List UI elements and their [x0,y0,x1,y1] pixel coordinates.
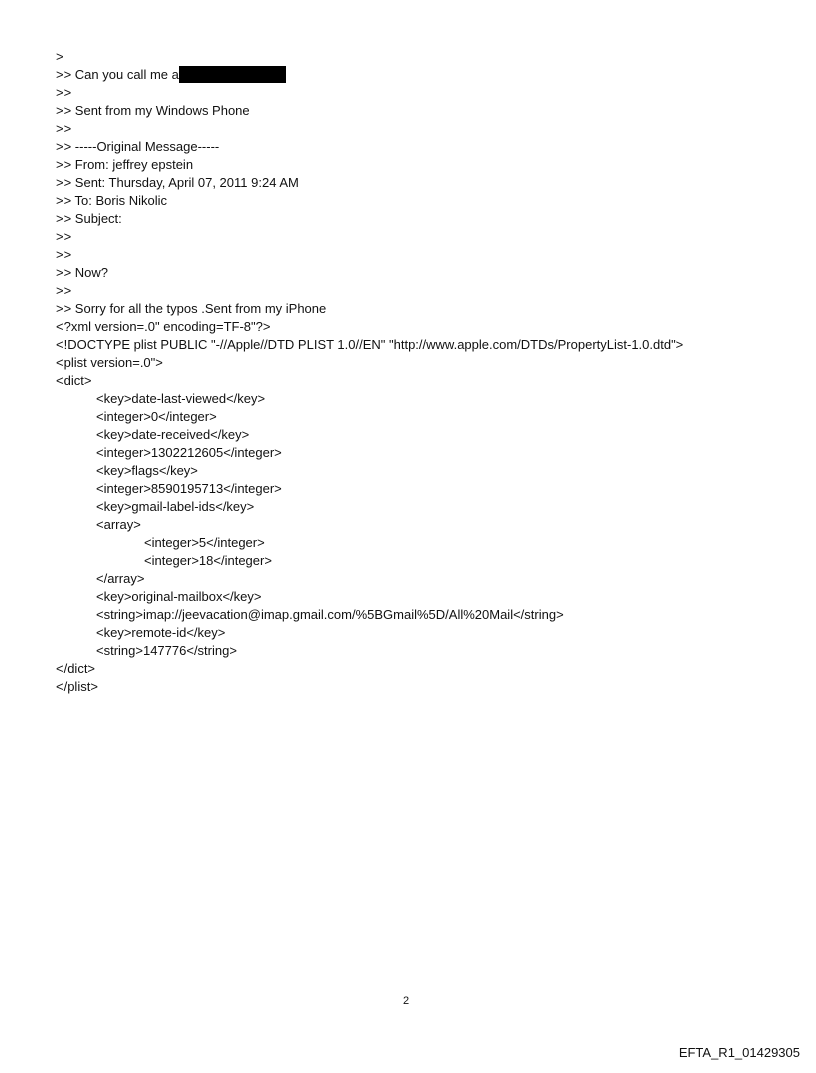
text-line [56,138,683,156]
line-text: </plist> [56,679,98,694]
line-text: >> [56,121,72,136]
text-line [56,480,683,498]
line-text: >> [56,85,72,100]
text-line [56,372,683,390]
line-text: <key>date-received</key> [96,427,250,442]
text-line [56,228,683,246]
line-text: <integer>1302212605</integer> [96,445,282,460]
text-line [56,678,683,696]
text-line [56,120,683,138]
text-line [56,354,683,372]
line-text: >> Sent: Thursday, April 07, 2011 9:24 AM [56,175,299,190]
line-text: >> -----Original Message----- [56,139,220,154]
text-line [56,498,683,516]
line-text: <integer>0</integer> [96,409,217,424]
text-line [56,390,683,408]
line-text: <string>147776</string> [96,643,237,658]
line-text: >> [56,283,72,298]
text-line [56,408,683,426]
text-line [56,426,683,444]
page-number: 2 [403,995,410,1007]
line-text: <array> [96,517,141,532]
text-line [56,66,683,84]
line-text: >> Now? [56,265,109,280]
text-line [56,282,683,300]
text-line [56,264,683,282]
document-id-footer: EFTA_R1_01429305 [678,1045,800,1060]
text-line [56,552,683,570]
line-text: >> [56,247,72,262]
line-text: > [56,49,64,64]
line-text: <integer>8590195713</integer> [96,481,282,496]
text-line [56,246,683,264]
line-text: >> Subject: [56,211,122,226]
line-text: >> To: Boris Nikolic [56,193,168,208]
text-line [56,444,683,462]
text-line [56,102,683,120]
line-text: <integer>5</integer> [144,535,265,550]
text-line [56,516,683,534]
text-line [56,192,683,210]
line-text: <key>gmail-label-ids</key> [96,499,255,514]
line-text: <key>flags</key> [96,463,198,478]
text-line [56,336,683,354]
line-text: <integer>18</integer> [144,553,272,568]
line-text: >> [56,229,72,244]
text-line [56,606,683,624]
text-line [56,210,683,228]
text-line [56,660,683,678]
text-line [56,570,683,588]
text-line [56,534,683,552]
redaction-box [179,66,286,83]
line-text: </array> [96,571,145,586]
text-line [56,642,683,660]
line-text: <?xml version=.0" encoding=TF-8"?> [56,319,271,334]
line-text: >> Sorry for all the typos .Sent from my iPhone [56,301,327,316]
line-text: <key>remote-id</key> [96,625,226,640]
line-text: >> Sent from my Windows Phone [56,103,250,118]
line-text: <string>imap://jeevacation@imap.gmail.com/%5BGmail%5D/All%20Mail</string> [96,607,564,622]
line-text: </dict> [56,661,96,676]
text-line [56,48,683,66]
line-text: <dict> [56,373,92,388]
line-text: >> From: jeffrey epstein [56,157,194,172]
line-text: >> Can you call me a [56,67,179,82]
text-line [56,174,683,192]
line-text: <plist version=.0"> [56,355,163,370]
text-line [56,156,683,174]
text-line [56,318,683,336]
text-line [56,300,683,318]
email-document-body [56,48,683,696]
line-text: <key>original-mailbox</key> [96,589,262,604]
line-text: <key>date-last-viewed</key> [96,391,266,406]
line-text: <!DOCTYPE plist PUBLIC "-//Apple//DTD PLIST 1.0//EN" "http://www.apple.com/DTDs/PropertyList-1.0.dtd"> [56,337,684,352]
text-line [56,462,683,480]
text-line [56,624,683,642]
text-line [56,84,683,102]
text-line [56,588,683,606]
